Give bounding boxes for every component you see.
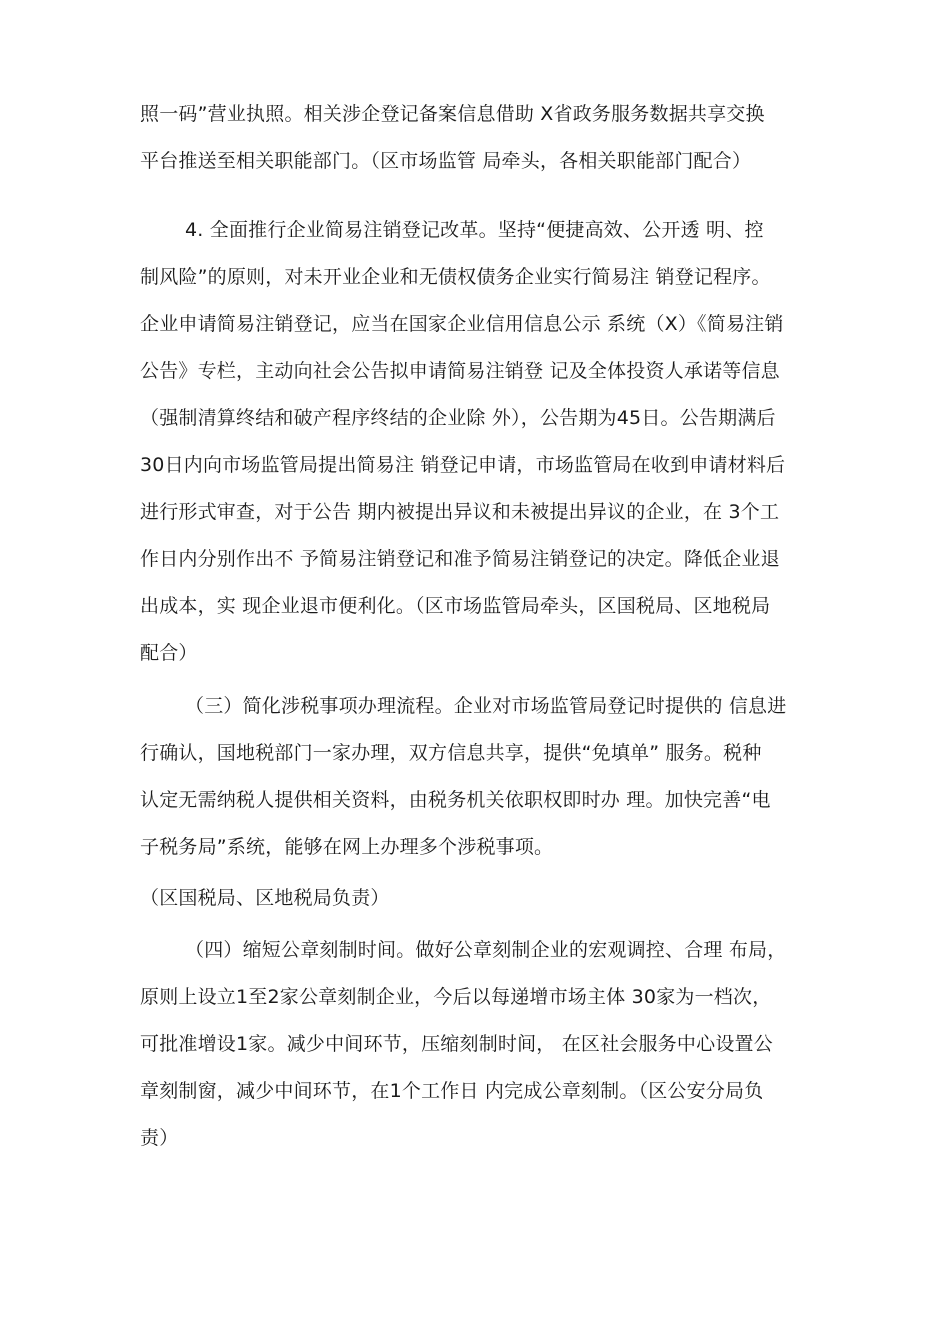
paragraph-line: （区国税局、区地税局负责） — [140, 887, 390, 909]
paragraph-line: 平台推送至相关职能部门。（区市场监管 局牵头，各相关职能部门配合） — [140, 150, 752, 172]
paragraph-line: 公告》专栏，主动向社会公告拟申请简易注销登 记及全体投资人承诺等信息 — [140, 360, 780, 382]
paragraph-line: （强制清算终结和破产程序终结的企业除 外），公告期为45日。公告期满后 — [140, 407, 776, 429]
paragraph-line: 照一码”营业执照。相关涉企登记备案信息借助 X省政务服务数据共享交换 — [140, 103, 765, 125]
paragraph-line: （四）缩短公章刻制时间。做好公章刻制企业的宏观调控、合理 布局， — [185, 939, 787, 961]
paragraph-line: 章刻制窗，减少中间环节，在1个工作日 内完成公章刻制。（区公安分局负 — [140, 1080, 764, 1102]
paragraph-line: 企业申请简易注销登记，应当在国家企业信用信息公示 系统（X）《简易注销 — [140, 313, 784, 335]
paragraph-line: （三）简化涉税事项办理流程。企业对市场监管局登记时提供的 信息进 — [185, 695, 787, 717]
paragraph-line: 认定无需纳税人提供相关资料，由税务机关依职权即时办 理。加快完善“电 — [140, 789, 771, 811]
paragraph-line: 进行形式审查，对于公告 期内被提出异议和未被提出异议的企业，在 3个工 — [140, 501, 780, 523]
paragraph-line: 配合） — [140, 642, 198, 664]
paragraph-line: 子税务局”系统，能够在网上办理多个涉税事项。 — [140, 836, 554, 858]
paragraph-line: 原则上设立1至2家公章刻制企业，今后以每递增市场主体 30家为一档次， — [140, 986, 772, 1008]
paragraph-line: 作日内分别作出不 予简易注销登记和准予简易注销登记的决定。降低企业退 — [140, 548, 780, 570]
paragraph-line: 行确认，国地税部门一家办理，双方信息共享，提供“免填单” 服务。税种 — [140, 742, 762, 764]
paragraph-line: 4. 全面推行企业简易注销登记改革。坚持“便捷高效、公开透 明、控 — [185, 219, 764, 241]
paragraph-line: 出成本，实 现企业退市便利化。（区市场监管局牵头，区国税局、区地税局 — [140, 595, 771, 617]
paragraph-line: 制风险”的原则，对未开业企业和无债权债务企业实行简易注 销登记程序。 — [140, 266, 771, 288]
paragraph-line: 责） — [140, 1127, 179, 1149]
paragraph-line: 可批准增设1家。减少中间环节，压缩刻制时间， 在区社会服务中心设置公 — [140, 1033, 773, 1055]
paragraph-line: 30日内向市场监管局提出简易注 销登记申请，市场监管局在收到申请材料后 — [140, 454, 786, 476]
